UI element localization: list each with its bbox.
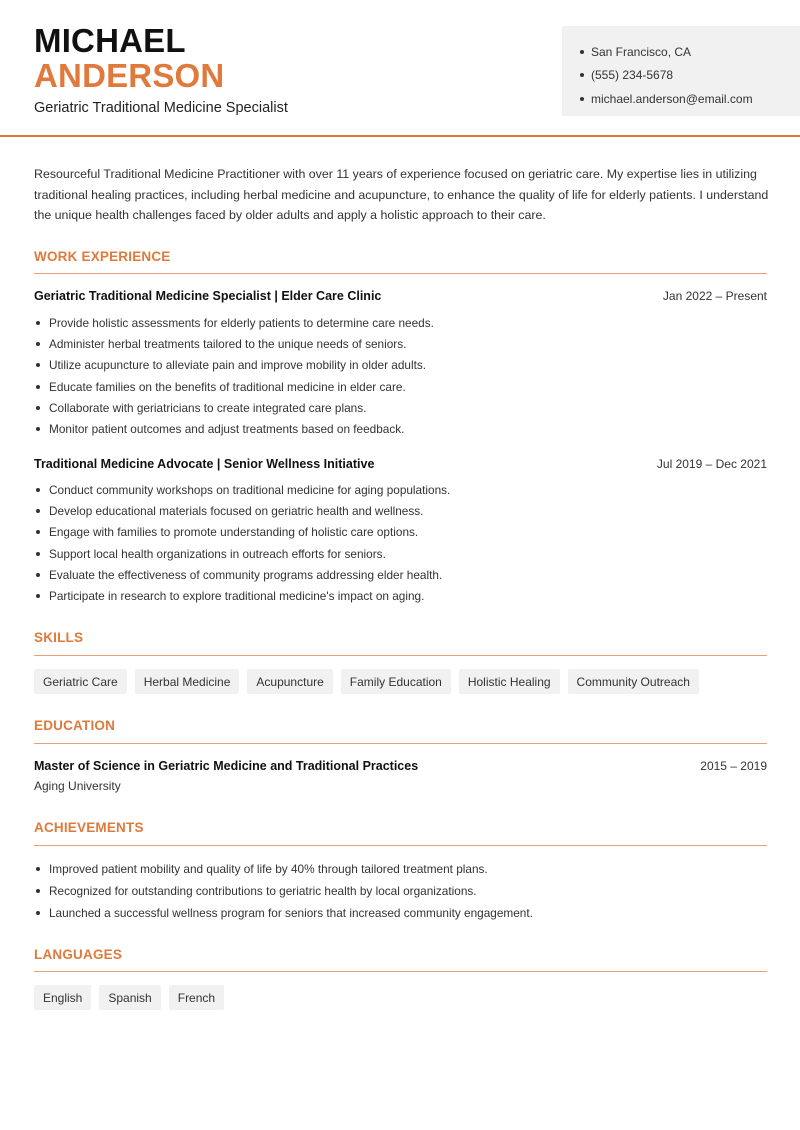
bullet-text: Develop educational materials focused on geriatric health and wellness. <box>49 503 424 518</box>
bullet-icon <box>36 911 40 915</box>
language-chip: French <box>169 985 224 1010</box>
skill-chip: Community Outreach <box>568 669 699 694</box>
list-item <box>34 858 767 880</box>
language-chip: Spanish <box>99 985 160 1010</box>
list-item <box>34 880 767 902</box>
skills-list <box>34 669 699 694</box>
bullet-text: Collaborate with geriatricians to create integrated care plans. <box>49 400 367 415</box>
list-item <box>34 585 767 606</box>
bullet-icon <box>36 552 40 556</box>
bullet-icon <box>36 321 40 325</box>
bullet-icon <box>36 342 40 346</box>
section-divider <box>34 743 767 744</box>
bullet-icon <box>580 50 584 54</box>
bullet-icon <box>36 594 40 598</box>
skill-chip: Geriatric Care <box>34 669 127 694</box>
education-dates: 2015 – 2019 <box>700 759 767 773</box>
section-divider <box>34 971 767 972</box>
job-bullets <box>34 479 767 607</box>
bullet-text: Recognized for outstanding contributions to geriatric health by local organizations. <box>49 884 477 898</box>
skill-chip: Herbal Medicine <box>135 669 240 694</box>
bullet-icon <box>580 97 584 101</box>
bullet-icon <box>36 573 40 577</box>
bullet-icon <box>36 530 40 534</box>
list-item <box>34 479 767 500</box>
education-header <box>34 759 767 773</box>
contact-box <box>562 26 800 116</box>
bullet-text: Evaluate the effectiveness of community programs addressing elder health. <box>49 567 443 582</box>
bullet-text: Improved patient mobility and quality of life by 40% through tailored treatment plans. <box>49 862 488 876</box>
list-item <box>34 418 767 439</box>
section-title-education: EDUCATION <box>34 718 116 733</box>
list-item <box>34 522 767 543</box>
section-title-achievements: ACHIEVEMENTS <box>34 820 144 835</box>
job-header <box>34 289 767 303</box>
skill-chip: Family Education <box>341 669 451 694</box>
section-divider <box>34 273 767 274</box>
list-item <box>34 355 767 376</box>
achievements-list <box>34 858 767 924</box>
list-item <box>34 312 767 333</box>
contact-phone <box>580 64 800 88</box>
bullet-icon <box>36 889 40 893</box>
contact-phone-text: (555) 234-5678 <box>591 68 674 83</box>
skill-chip: Holistic Healing <box>459 669 560 694</box>
job-role: Traditional Medicine Advocate | Senior Wellness Initiative <box>34 457 375 471</box>
list-item <box>34 543 767 564</box>
bullet-icon <box>36 488 40 492</box>
bullet-text: Administer herbal treatments tailored to the unique needs of seniors. <box>49 336 407 351</box>
contact-location-text: San Francisco, CA <box>591 44 692 59</box>
bullet-text: Provide holistic assessments for elderly patients to determine care needs. <box>49 315 434 330</box>
skill-chip: Acupuncture <box>247 669 332 694</box>
bullet-icon <box>36 867 40 871</box>
bullet-icon <box>36 363 40 367</box>
contact-location <box>580 40 800 64</box>
bullet-text: Educate families on the benefits of traditional medicine in elder care. <box>49 379 406 394</box>
job-bullets <box>34 312 767 440</box>
section-title-skills: SKILLS <box>34 630 84 645</box>
contact-email-text: michael.anderson@email.com <box>591 91 753 106</box>
list-item <box>34 333 767 354</box>
list-item <box>34 397 767 418</box>
section-divider <box>34 845 767 846</box>
bullet-text: Utilize acupuncture to alleviate pain and improve mobility in older adults. <box>49 358 427 373</box>
bullet-icon <box>580 73 584 77</box>
section-divider <box>34 655 767 656</box>
bullet-icon <box>36 385 40 389</box>
summary: Resourceful Traditional Medicine Practitioner with over 11 years of experience focused on geriatric care. My expertise lies in utilizing traditional healing practices, including herbal medicine and acupuncture, to enhance the quality of life for elderly patients. I understand the unique health challenges faced by older adults and apply a holistic approach to their care. <box>34 167 769 222</box>
bullet-icon <box>36 406 40 410</box>
bullet-icon <box>36 427 40 431</box>
list-item <box>34 902 767 924</box>
languages-list <box>34 985 224 1010</box>
resume-header <box>0 0 800 137</box>
bullet-text: Conduct community workshops on traditional medicine for aging populations. <box>49 482 451 497</box>
language-chip: English <box>34 985 91 1010</box>
job-role: Geriatric Traditional Medicine Specialist | Elder Care Clinic <box>34 289 382 303</box>
education-degree: Master of Science in Geriatric Medicine and Traditional Practices <box>34 759 419 773</box>
job-dates: Jan 2022 – Present <box>662 289 767 303</box>
last-name: ANDERSON <box>34 57 225 94</box>
list-item <box>34 564 767 585</box>
list-item <box>34 376 767 397</box>
bullet-text: Monitor patient outcomes and adjust treatments based on feedback. <box>49 422 405 437</box>
section-title-languages: LANGUAGES <box>34 947 123 962</box>
bullet-text: Launched a successful wellness program for seniors that increased community engagement. <box>49 906 533 920</box>
first-name: MICHAEL <box>34 22 186 59</box>
bullet-text: Participate in research to explore traditional medicine's impact on aging. <box>49 589 425 604</box>
list-item <box>34 500 767 521</box>
bullet-text: Support local health organizations in outreach efforts for seniors. <box>49 546 386 561</box>
bullet-text: Engage with families to promote understanding of holistic care options. <box>49 525 419 540</box>
bullet-icon <box>36 509 40 513</box>
job-header <box>34 457 767 471</box>
contact-email <box>580 87 800 111</box>
section-title-work: WORK EXPERIENCE <box>34 249 171 264</box>
job-title: Geriatric Traditional Medicine Specialist <box>34 100 288 116</box>
job-dates: Jul 2019 – Dec 2021 <box>656 457 767 471</box>
education-school: Aging University <box>34 779 121 793</box>
